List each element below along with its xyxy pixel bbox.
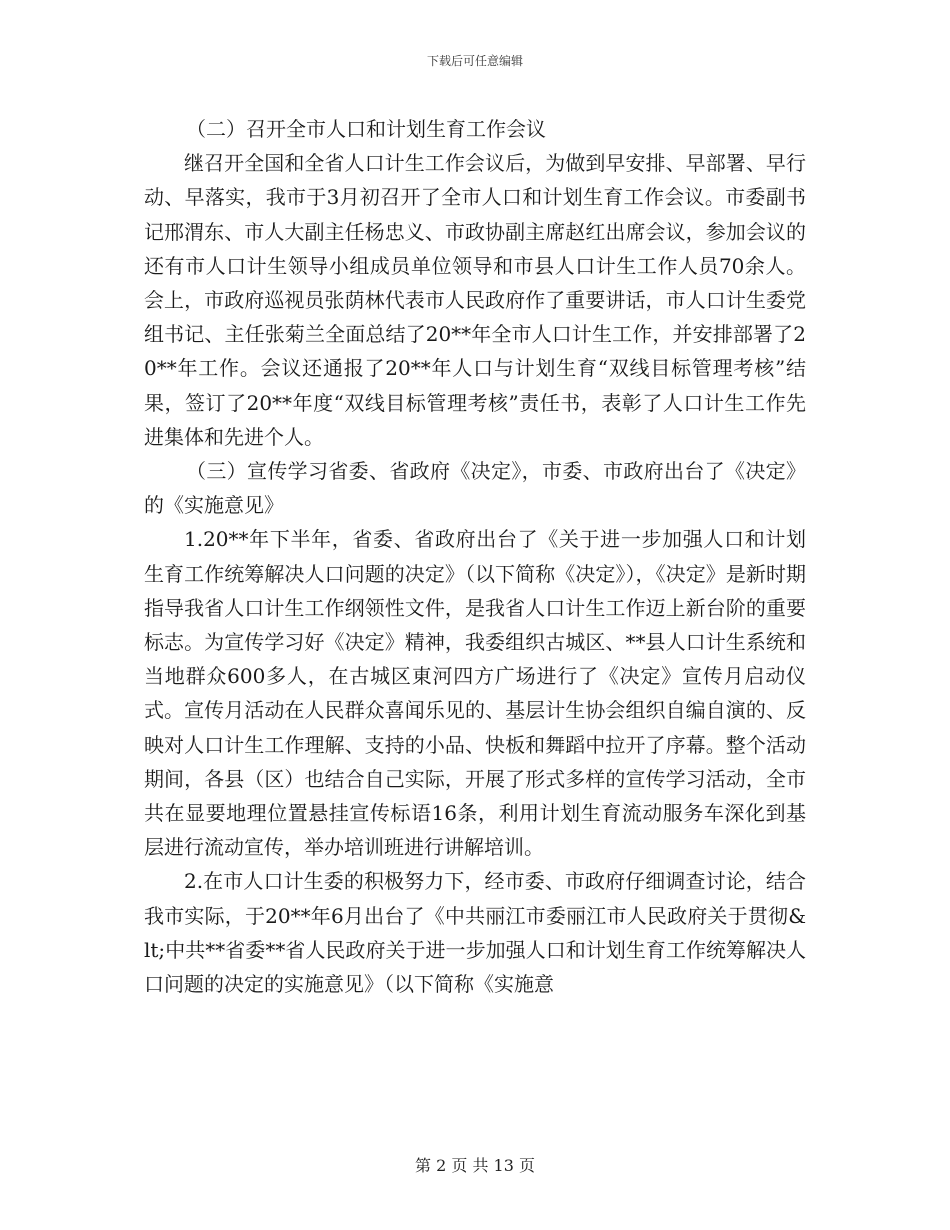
paragraph-meeting: 继召开全国和全省人口计生工作会议后，为做到早安排、早部署、早行动、早落实，我市于3月初召开了全市人口和计划生育工作会议。市委副书记邢渭东、市人大副主任杨忠义、市政协副主席赵红出席会议，参加会议的还有市人口计生领导小组成员单位领导和市县人口计生工作人员70余人。会上，市政府巡视员张荫林代表市人民政府作了重要讲话，市人口计生委党组书记、主任张菊兰全面总结了20**年全市人口计生工作，并安排部署了20**年工作。会议还通报了20**年人口与计划生育“双线目标管理考核”结果，签订了20**年度“双线目标管理考核”责任书，表彰了人口计生工作先进集体和先进个人。 — [144, 151, 806, 449]
section-heading-3: （三）宣传学习省委、省政府《决定》，市委、市政府出台了《决定》的《实施意见》 — [144, 459, 806, 518]
section-heading-2: （二）召开全市人口和计划生育工作会议 — [186, 117, 546, 141]
page-number: 第 2 页 共 13 页 — [415, 1156, 535, 1175]
paragraph-item-1: 1.20**年下半年，省委、省政府出台了《关于进一步加强人口和计划生育工作统筹解决人口问题的决定》（以下简称《决定》），《决定》是新时期指导我省人口计生工作纲领性文件，是我省人口计生工作迈上新台阶的重要标志。为宣传学习好《决定》精神，我委组织古城区、**县人口计生系统和当地群众600多人，在古城区東河四方广场进行了《决定》宣传月启动仪式。宣传月活动在人民群众喜闻乐见的、基层计生协会组织自编自演的、反映对人口计生工作理解、支持的小品、快板和舞蹈中拉开了序幕。整个活动期间，各县（区）也结合自己实际，开展了形式多样的宣传学习活动，全市共在显要地理位置悬挂宣传标语16条，利用计划生育流动服务车深化到基层进行流动宣传，举办培训班进行讲解培训。 — [144, 527, 806, 860]
document-body — [144, 112, 806, 1001]
page-header: 下载后可任意编辑 — [426, 54, 523, 68]
paragraph-item-2: 2.在市人口计生委的积极努力下，经市委、市政府仔细调查讨论，结合我市实际，于20**年6月出台了《中共丽江市委丽江市人民政府关于贯彻&lt;中共**省委**省人民政府关于进一步加强人口和计划生育工作统筹解决人口问题的决定的实施意见》（以下简称《实施意 — [144, 869, 806, 997]
